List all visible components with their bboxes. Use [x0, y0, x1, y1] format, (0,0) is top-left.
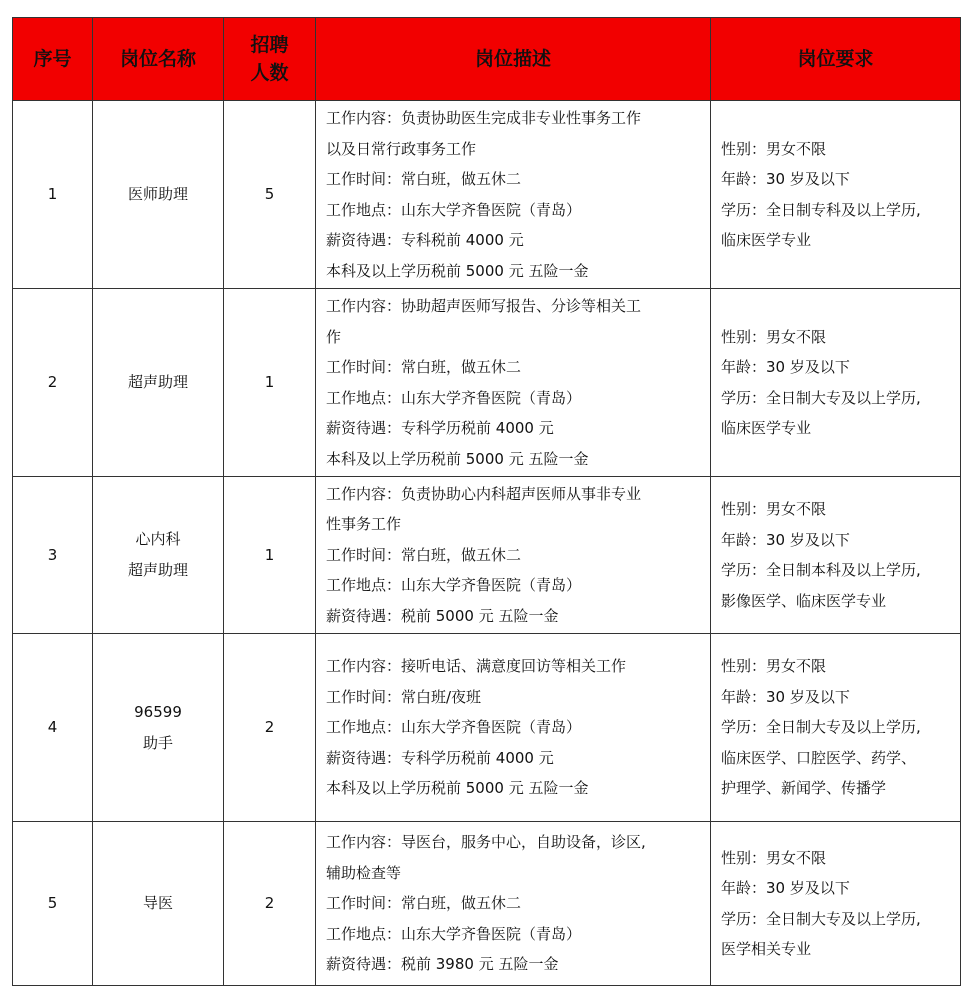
description-line: 本科及以上学历税前 5000 元 五险一金: [326, 449, 589, 468]
description-line: 作: [326, 327, 342, 346]
description-line: 辅助检查等: [326, 863, 402, 882]
count-cell: 2: [224, 634, 316, 822]
requirement-line: 性别：男女不限: [721, 848, 827, 867]
seq-cell: 4: [13, 634, 93, 822]
description-cell: [316, 822, 711, 986]
requirement-line: 影像医学、临床医学专业: [721, 591, 887, 610]
requirement-line: 年龄：30 岁及以下: [721, 358, 850, 376]
requirement-line: 临床医学专业: [721, 419, 812, 437]
requirement-line: 学历：全日制本科及以上学历,: [721, 561, 921, 579]
header-row: [13, 18, 961, 101]
header-position: 岗位名称: [93, 18, 224, 101]
description-line: 薪资待遇：专科学历税前 4000 元: [326, 748, 554, 767]
requirement-line: 临床医学、口腔医学、药学、: [721, 748, 917, 767]
table-row: [13, 289, 961, 477]
description-line: 工作地点：山东大学齐鲁医院（青岛）: [326, 924, 582, 943]
table-row: [13, 101, 961, 289]
requirement-line: 年龄：30 岁及以下: [721, 530, 850, 549]
description-line: 工作地点：山东大学齐鲁医院（青岛）: [326, 388, 582, 407]
description-line: 工作内容：负责协助心内科超声医师从事非专业: [326, 484, 642, 503]
table-row: [13, 634, 961, 822]
seq-cell: 2: [13, 289, 93, 477]
description-line: 工作时间：常白班，做五休二: [326, 358, 522, 376]
requirement-line: 年龄：30 岁及以下: [721, 879, 850, 897]
table-row: [13, 822, 961, 986]
requirements-cell: [711, 477, 961, 634]
requirement-line: 护理学、新闻学、传播学: [721, 779, 887, 798]
description-cell: [316, 477, 711, 634]
recruitment-table: [12, 17, 961, 986]
requirements-cell: [711, 634, 961, 822]
description-line: 工作地点：山东大学齐鲁医院（青岛）: [326, 576, 582, 595]
description-line: 薪资待遇：税前 5000 元 五险一金: [326, 606, 559, 625]
position-name-cell: [93, 634, 224, 822]
requirement-line: 医学相关专业: [721, 940, 812, 958]
description-line: 工作时间：常白班/夜班: [326, 687, 482, 706]
requirement-line: 年龄：30 岁及以下: [721, 687, 850, 706]
description-line: 工作内容：协助超声医师写报告、分诊等相关工: [326, 297, 642, 315]
position-name-line: 医师助理: [127, 185, 188, 203]
seq-cell: 1: [13, 101, 93, 289]
position-name-cell: [93, 289, 224, 477]
description-line: 薪资待遇：税前 3980 元 五险一金: [326, 955, 559, 974]
header-count-line2: 人数: [250, 62, 289, 84]
header-description: 岗位描述: [316, 18, 711, 101]
seq-cell: 5: [13, 822, 93, 986]
requirement-line: 性别：男女不限: [721, 139, 827, 158]
requirement-line: 性别：男女不限: [721, 327, 827, 346]
description-line: 本科及以上学历税前 5000 元 五险一金: [326, 779, 589, 798]
requirement-line: 临床医学专业: [721, 231, 812, 249]
position-name-cell: [93, 822, 224, 986]
header-count: [224, 18, 316, 101]
position-name-line: 96599: [134, 702, 182, 721]
position-name-cell: [93, 477, 224, 634]
count-cell: 1: [224, 477, 316, 634]
description-cell: [316, 101, 711, 289]
header-seq: 序号: [13, 18, 93, 101]
position-name-line: 心内科: [135, 530, 181, 548]
description-line: 工作时间：常白班，做五休二: [326, 545, 522, 564]
seq-cell: 3: [13, 477, 93, 634]
requirement-line: 学历：全日制大专及以上学历,: [721, 718, 921, 737]
position-name-cell: [93, 101, 224, 289]
count-cell: 1: [224, 289, 316, 477]
requirement-line: 学历：全日制大专及以上学历,: [721, 909, 921, 928]
requirements-cell: [711, 289, 961, 477]
description-line: 性事务工作: [326, 515, 402, 534]
requirement-line: 性别：男女不限: [721, 657, 827, 676]
description-line: 工作地点：山东大学齐鲁医院（青岛）: [326, 718, 582, 737]
requirements-cell: [711, 822, 961, 986]
description-line: 以及日常行政事务工作: [326, 139, 477, 158]
header-count-line1: 招聘: [250, 34, 289, 56]
table-row: [13, 477, 961, 634]
description-line: 薪资待遇：专科税前 4000 元: [326, 231, 524, 249]
count-cell: 5: [224, 101, 316, 289]
description-line: 本科及以上学历税前 5000 元 五险一金: [326, 261, 589, 280]
description-line: 工作时间：常白班，做五休二: [326, 170, 522, 188]
requirement-line: 年龄：30 岁及以下: [721, 170, 850, 188]
description-line: 工作地点：山东大学齐鲁医院（青岛）: [326, 200, 582, 219]
position-name-line: 超声助理: [127, 561, 188, 579]
description-cell: [316, 289, 711, 477]
header-requirements: 岗位要求: [711, 18, 961, 101]
description-line: 工作时间：常白班，做五休二: [326, 894, 522, 913]
description-line: 工作内容：负责协助医生完成非专业性事务工作: [326, 109, 642, 127]
description-line: 工作内容：接听电话、满意度回访等相关工作: [326, 657, 627, 676]
description-line: 薪资待遇：专科学历税前 4000 元: [326, 419, 554, 437]
position-name-line: 助手: [142, 733, 173, 752]
position-name-line: 导医: [142, 894, 173, 912]
requirement-line: 学历：全日制专科及以上学历,: [721, 200, 921, 219]
description-cell: [316, 634, 711, 822]
description-line: 工作内容：导医台，服务中心，自助设备，诊区,: [326, 833, 646, 852]
requirement-line: 性别：男女不限: [721, 500, 827, 518]
requirements-cell: [711, 101, 961, 289]
count-cell: 2: [224, 822, 316, 986]
requirement-line: 学历：全日制大专及以上学历,: [721, 388, 921, 407]
position-name-line: 超声助理: [127, 373, 188, 391]
